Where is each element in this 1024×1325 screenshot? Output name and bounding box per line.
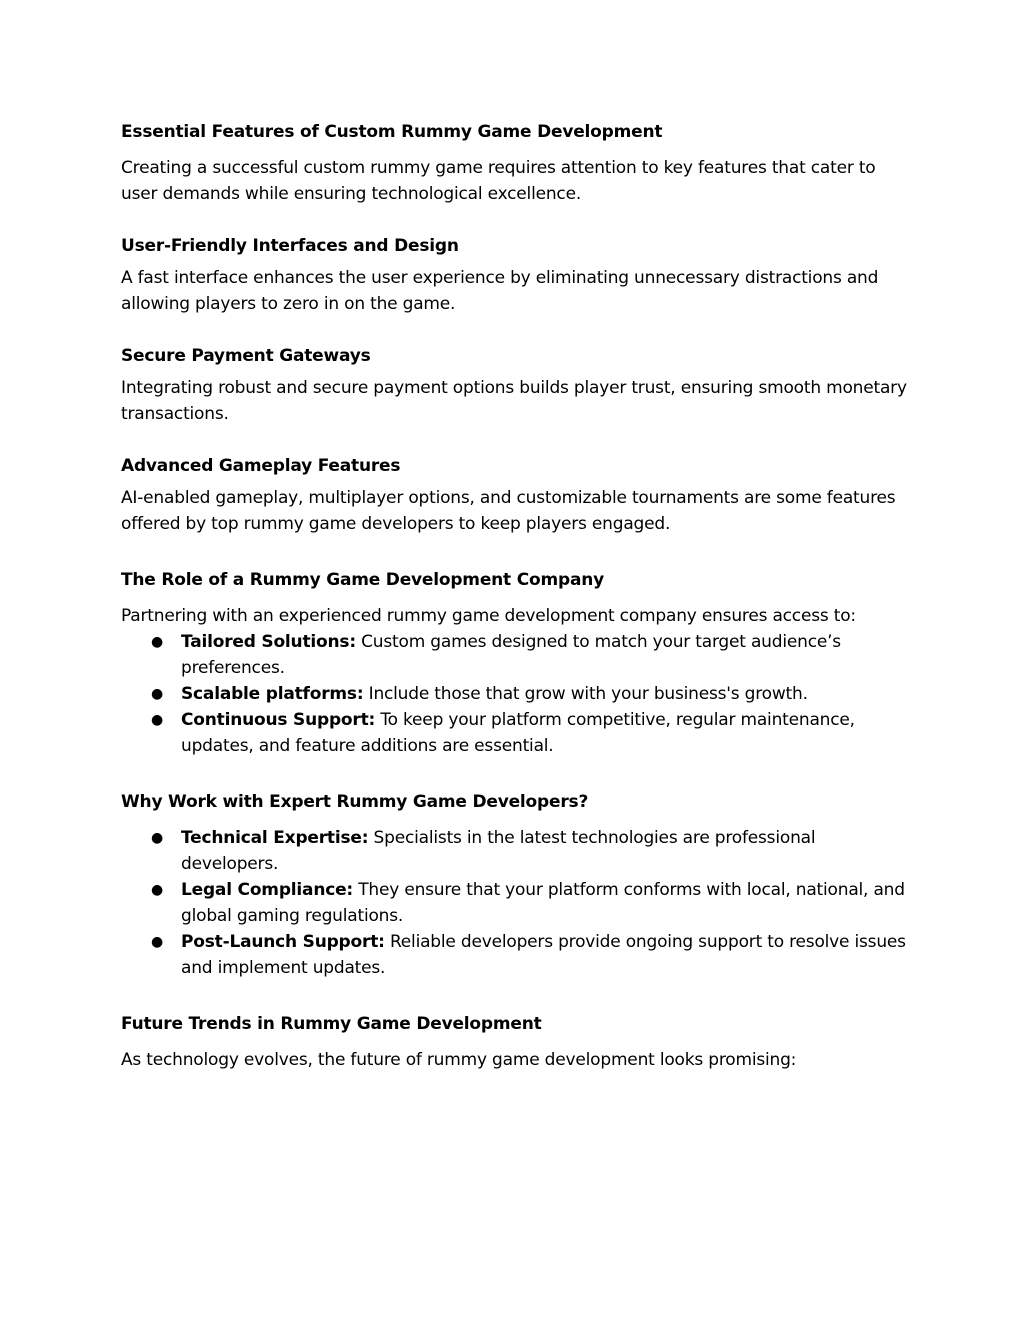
list-item xyxy=(121,929,911,981)
bullet-list xyxy=(121,629,911,759)
section-heading: Future Trends in Rummy Game Development xyxy=(121,1014,542,1034)
section-heading: Essential Features of Custom Rummy Game Development xyxy=(121,122,663,142)
section-heading: User-Friendly Interfaces and Design xyxy=(121,236,459,256)
bullet-icon: ● xyxy=(151,830,164,846)
section-heading: Advanced Gameplay Features xyxy=(121,456,401,476)
bullet-icon: ● xyxy=(151,634,164,650)
section-heading: The Role of a Rummy Game Development Company xyxy=(121,570,604,590)
list-item xyxy=(121,681,911,707)
list-item-term: Scalable platforms: xyxy=(181,684,364,704)
section-paragraph: AI-enabled gameplay, multiplayer options, and customizable tournaments are some features offered by top rummy game developers to keep players engaged. xyxy=(121,488,896,534)
list-item xyxy=(121,707,911,759)
section-heading: Why Work with Expert Rummy Game Developers? xyxy=(121,792,589,812)
list-item-text: Custom games designed to match your target audience’s preferences. xyxy=(181,632,841,678)
section-paragraph: Integrating robust and secure payment options builds player trust, ensuring smooth monetary transactions. xyxy=(121,378,907,424)
section-paragraph: Creating a successful custom rummy game requires attention to key features that cater to user demands while ensuring technological excellence. xyxy=(121,158,876,204)
section-paragraph: As technology evolves, the future of rummy game development looks promising: xyxy=(121,1050,797,1070)
list-item-term: Legal Compliance: xyxy=(181,880,354,900)
section-heading: Secure Payment Gateways xyxy=(121,346,371,366)
bullet-icon: ● xyxy=(151,712,164,728)
list-item-term: Technical Expertise: xyxy=(181,828,369,848)
list-item xyxy=(121,877,911,929)
list-item-term: Continuous Support: xyxy=(181,710,376,730)
bullet-icon: ● xyxy=(151,882,164,898)
list-item-text: Reliable developers provide ongoing support to resolve issues and implement updates. xyxy=(181,932,906,978)
list-item-text: To keep your platform competitive, regular maintenance, updates, and feature additions are essential. xyxy=(181,710,855,756)
bullet-list xyxy=(121,825,911,981)
bullet-icon: ● xyxy=(151,686,164,702)
bullet-icon: ● xyxy=(151,934,164,950)
list-item-term: Tailored Solutions: xyxy=(181,632,356,652)
document-page xyxy=(121,119,911,1073)
list-item-text: Specialists in the latest technologies are professional developers. xyxy=(181,828,816,874)
list-item xyxy=(121,825,911,877)
list-item-term: Post-Launch Support: xyxy=(181,932,385,952)
list-item-text: They ensure that your platform conforms with local, national, and global gaming regulations. xyxy=(181,880,905,926)
list-item-text: Include those that grow with your business's growth. xyxy=(363,684,808,704)
list-item xyxy=(121,629,911,681)
section-paragraph: Partnering with an experienced rummy game development company ensures access to: xyxy=(121,606,856,626)
section-paragraph: A fast interface enhances the user experience by eliminating unnecessary distractions and allowing players to zero in on the game. xyxy=(121,268,879,314)
